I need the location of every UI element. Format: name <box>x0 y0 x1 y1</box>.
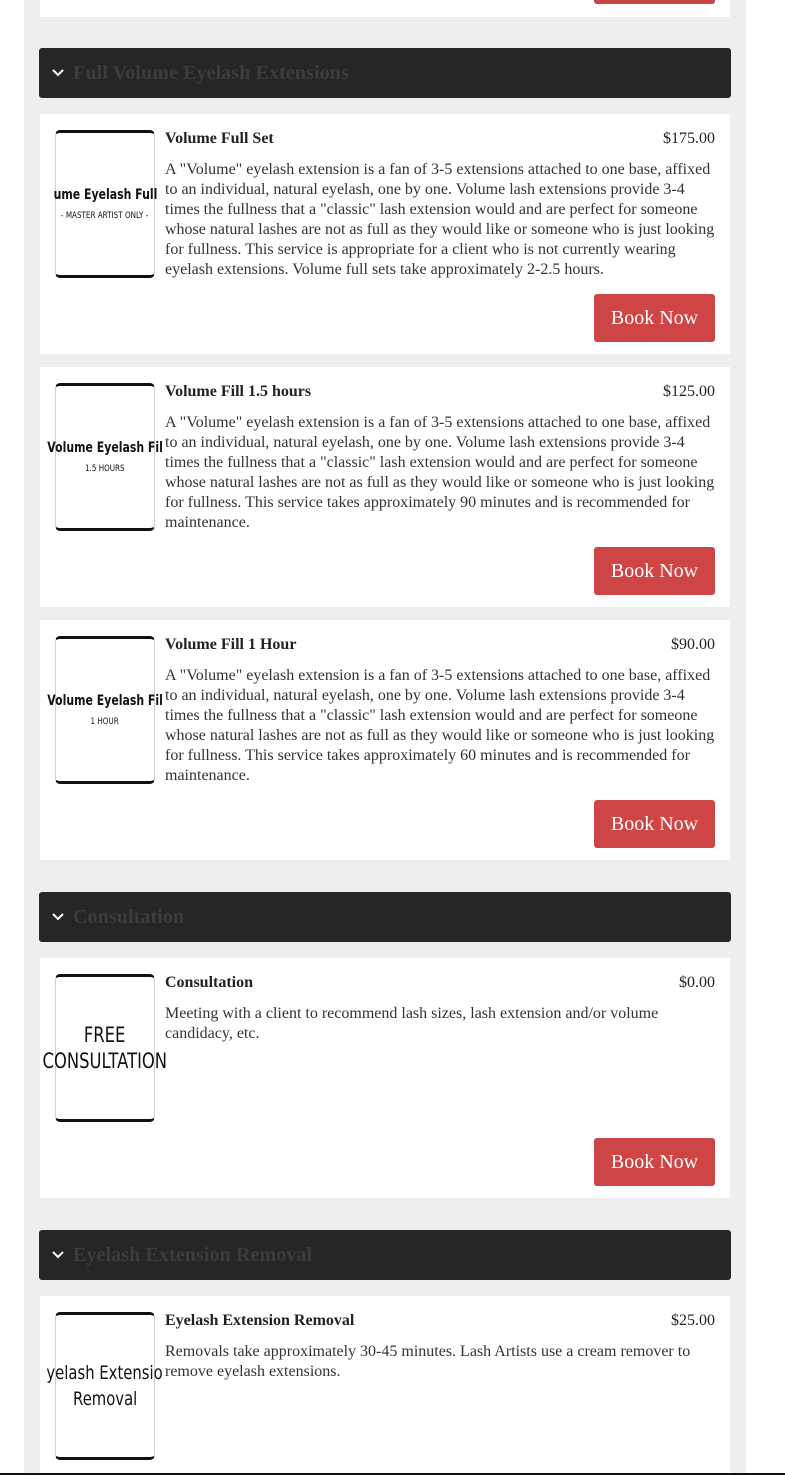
service-price: $175.00 <box>663 130 715 147</box>
service-price: $125.00 <box>663 383 715 400</box>
service-thumbnail <box>55 130 155 278</box>
thumbnail-line: ume Eyelash Full <box>53 187 157 203</box>
service-price: $25.00 <box>671 1312 715 1329</box>
service-description: Removals take approximately 30-45 minutes. Lash Artists use a cream remover to remove eyelash extensions. <box>165 1343 691 1380</box>
service-thumbnail <box>46 1312 164 1460</box>
service-name: Volume Full Set <box>165 130 274 147</box>
service-name: Consultation <box>165 974 254 991</box>
service-price: $90.00 <box>671 636 715 653</box>
section-title: Consultation <box>73 905 185 928</box>
thumbnail-subline: 1.5 HOURS <box>85 464 125 474</box>
section-header-consultation[interactable] <box>39 892 731 942</box>
chevron-down-icon[interactable] <box>43 48 73 98</box>
chevron-down-icon[interactable] <box>43 1230 73 1280</box>
service-thumbnail <box>47 636 163 784</box>
service-card <box>40 1296 730 1475</box>
service-thumbnail <box>47 383 163 531</box>
section-title: Eyelash Extension Removal <box>73 1243 313 1266</box>
service-description: A "Volume" eyelash extension is a fan of 3-5 extensions attached to one base, affixed to an individual, natural eyelash, one by one. Volume lash extensions provide 3-4 times the fullness that a "classic" lash extension would and are perfect for someone whose natural lashes are not as full as they would like or someone who is just looking for fullness. This service takes approximately 60 minutes and is recommended for maintenance. <box>165 667 715 784</box>
service-price: $0.00 <box>679 974 715 991</box>
thumbnail-subline: 1 HOUR <box>90 717 120 727</box>
service-card <box>40 620 730 860</box>
thumbnail-line: yelash Extensio <box>46 1362 164 1384</box>
book-now-button[interactable]: Book Now <box>594 1138 715 1186</box>
service-description: A "Volume" eyelash extension is a fan of 3-5 extensions attached to one base, affixed to an individual, natural eyelash, one by one. Volume lash extensions provide 3-4 times the fullness that a "classic" lash extension would and are perfect for someone whose natural lashes are not as full as they would like or someone who is just looking for fullness. This service is appropriate for a client who is not currently wearing eyelash extensions. Volume full sets take approximately 2-2.5 hours. <box>165 161 715 278</box>
thumbnail-subline: CONSULTATION <box>42 1049 168 1073</box>
thumbnail-line: Volume Eyelash Fil <box>47 693 163 709</box>
service-card-partial <box>40 0 730 17</box>
service-card <box>40 958 730 1198</box>
book-now-button[interactable]: Book Now <box>594 294 715 342</box>
service-name: Volume Fill 1 Hour <box>165 636 297 653</box>
section-header-full-volume[interactable] <box>39 48 731 98</box>
thumbnail-line: Volume Eyelash Fil <box>47 440 163 456</box>
book-now-button[interactable]: Book Now <box>594 547 715 595</box>
service-card <box>40 367 730 607</box>
book-now-button-partial[interactable] <box>594 0 715 4</box>
thumbnail-line: FREE <box>84 1023 126 1047</box>
chevron-down-icon[interactable] <box>43 892 73 942</box>
service-thumbnail <box>42 974 168 1122</box>
book-now-button[interactable]: Book Now <box>594 800 715 848</box>
service-card <box>40 114 730 354</box>
service-description: A "Volume" eyelash extension is a fan of 3-5 extensions attached to one base, affixed to an individual, natural eyelash, one by one. Volume lash extensions provide 3-4 times the fullness that a "classic" lash extension would and are perfect for someone whose natural lashes are not as full as they would like or someone who is just looking for fullness. This service takes approximately 90 minutes and is recommended for maintenance. <box>165 414 715 531</box>
section-title: Full Volume Eyelash Extensions <box>73 61 349 84</box>
service-description: Meeting with a client to recommend lash sizes, lash extension and/or volume candidacy, etc. <box>165 1005 659 1042</box>
section-header-removal[interactable] <box>39 1230 731 1280</box>
thumbnail-subline: - MASTER ARTIST ONLY - <box>61 211 149 221</box>
service-name: Eyelash Extension Removal <box>165 1312 355 1329</box>
service-name: Volume Fill 1.5 hours <box>165 383 312 400</box>
thumbnail-subline: Removal <box>72 1388 138 1410</box>
